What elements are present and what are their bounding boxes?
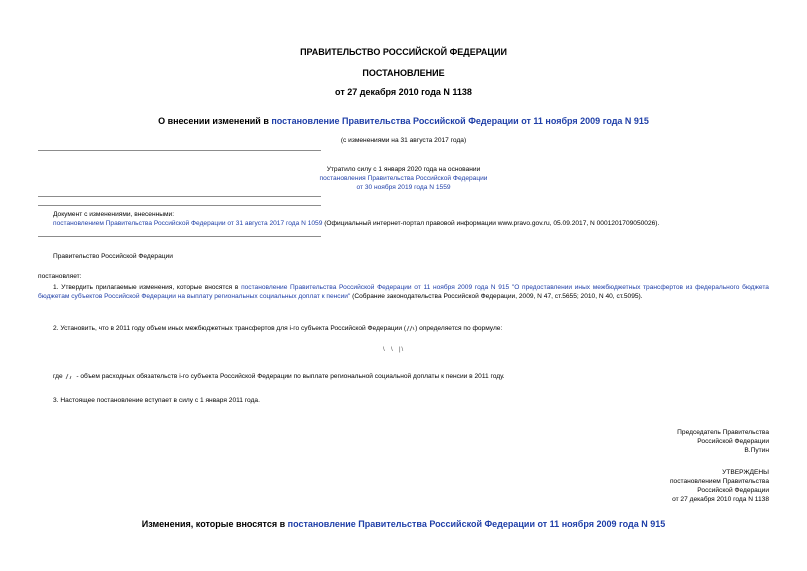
changes-doc-block [53,210,769,228]
approved-by: постановлением Правительства [669,478,769,485]
government-heading: ПРАВИТЕЛЬСТВО РОССИЙСКОЙ ФЕДЕРАЦИИ [300,47,507,57]
paragraph-1 [38,283,769,301]
changes-title-link[interactable]: постановление Правительства Российской Федерации от 11 ноября 2009 года N 915 [287,519,666,529]
paragraph-1-start: 1. Утвердить прилагаемые изменения, которые вносятся в [53,284,242,291]
changes-title [0,519,807,529]
lost-force-notice [0,165,807,192]
document-type: ПОСТАНОВЛЕНИЕ [362,68,445,78]
paragraph-1-end: (Собрание законодательства Российской Федерации, 2009, N 47, ст.5655; 2010, N 40, ст.5095). [350,293,643,300]
formula-image: \ \ |\ [383,347,405,353]
divider [38,236,321,237]
lost-force-text: Утратило силу с 1 января 2020 года на основании [326,166,481,173]
lost-force-link-decree[interactable]: постановления Правительства Российской Федерации [319,175,488,182]
divider [38,205,321,206]
approved-block [560,468,769,504]
signature-name: В.Путин [744,447,769,454]
changes-doc-link[interactable]: постановлением Правительства Российской Федерации от 31 августа 2017 года N 1059 [53,220,323,227]
where-line [53,372,505,381]
paragraph-2 [53,324,502,333]
approved-date: от 27 декабря 2010 года N 1138 [672,496,769,503]
where-definition: - объем расходных обязательств i-го субъекта Российской Федерации по выплате региональной социальной доплаты к пенсии в 2011 году. [76,373,505,380]
changes-title-prefix: Изменения, которые вносятся в [141,519,288,529]
formula-symbol-image [406,325,415,332]
issuer: Правительство Российской Федерации [53,253,173,260]
decrees-word: постановляет: [38,273,82,280]
changes-doc-label: Документ с изменениями, внесенными: [53,211,175,218]
where-symbol-image [64,373,74,380]
divider [38,150,321,151]
divider [38,196,321,197]
title-prefix: О внесении изменений в [158,116,272,126]
changes-doc-line [53,219,769,228]
approved-heading: УТВЕРЖДЕНЫ [722,469,769,476]
approved-country: Российской Федерации [697,487,769,494]
edition-note: (с изменениями на 31 августа 2017 года) [340,137,467,144]
paragraph-3: 3. Настоящее постановление вступает в силу с 1 января 2011 года. [53,397,260,404]
signature-position: Председатель Правительства [677,429,769,436]
document-date-number: от 27 декабря 2010 года N 1138 [335,87,472,97]
signature-country: Российской Федерации [697,438,769,445]
document-title [0,116,807,126]
title-link-decree-915[interactable]: постановление Правительства Российской Федерации от 11 ноября 2009 года N 915 [271,116,649,126]
changes-doc-source: (Официальный интернет-портал правовой информации www.pravo.gov.ru, 05.09.2017, N 0001201709050026). [322,220,660,227]
where-word: где [53,373,63,380]
paragraph-2-end: ) определяется по формуле: [415,325,503,332]
paragraph-1-link[interactable]: постановление Правительства Российской Федерации от 11 ноября 2009 года N 915 "О предоставлении иных межбюджетных трансфертов из федерального бюджета бюджетам субъектов Российской Федерации на выплату региональных социальных доплат к пенсии" [38,284,769,300]
paragraph-2-start: 2. Установить, что в 2011 году объем иных межбюджетных трансфертов для i-го субъекта Российской Федерации ( [53,325,407,332]
lost-force-link-date[interactable]: от 30 ноября 2019 года N 1559 [356,184,451,191]
signature-block [560,428,769,455]
